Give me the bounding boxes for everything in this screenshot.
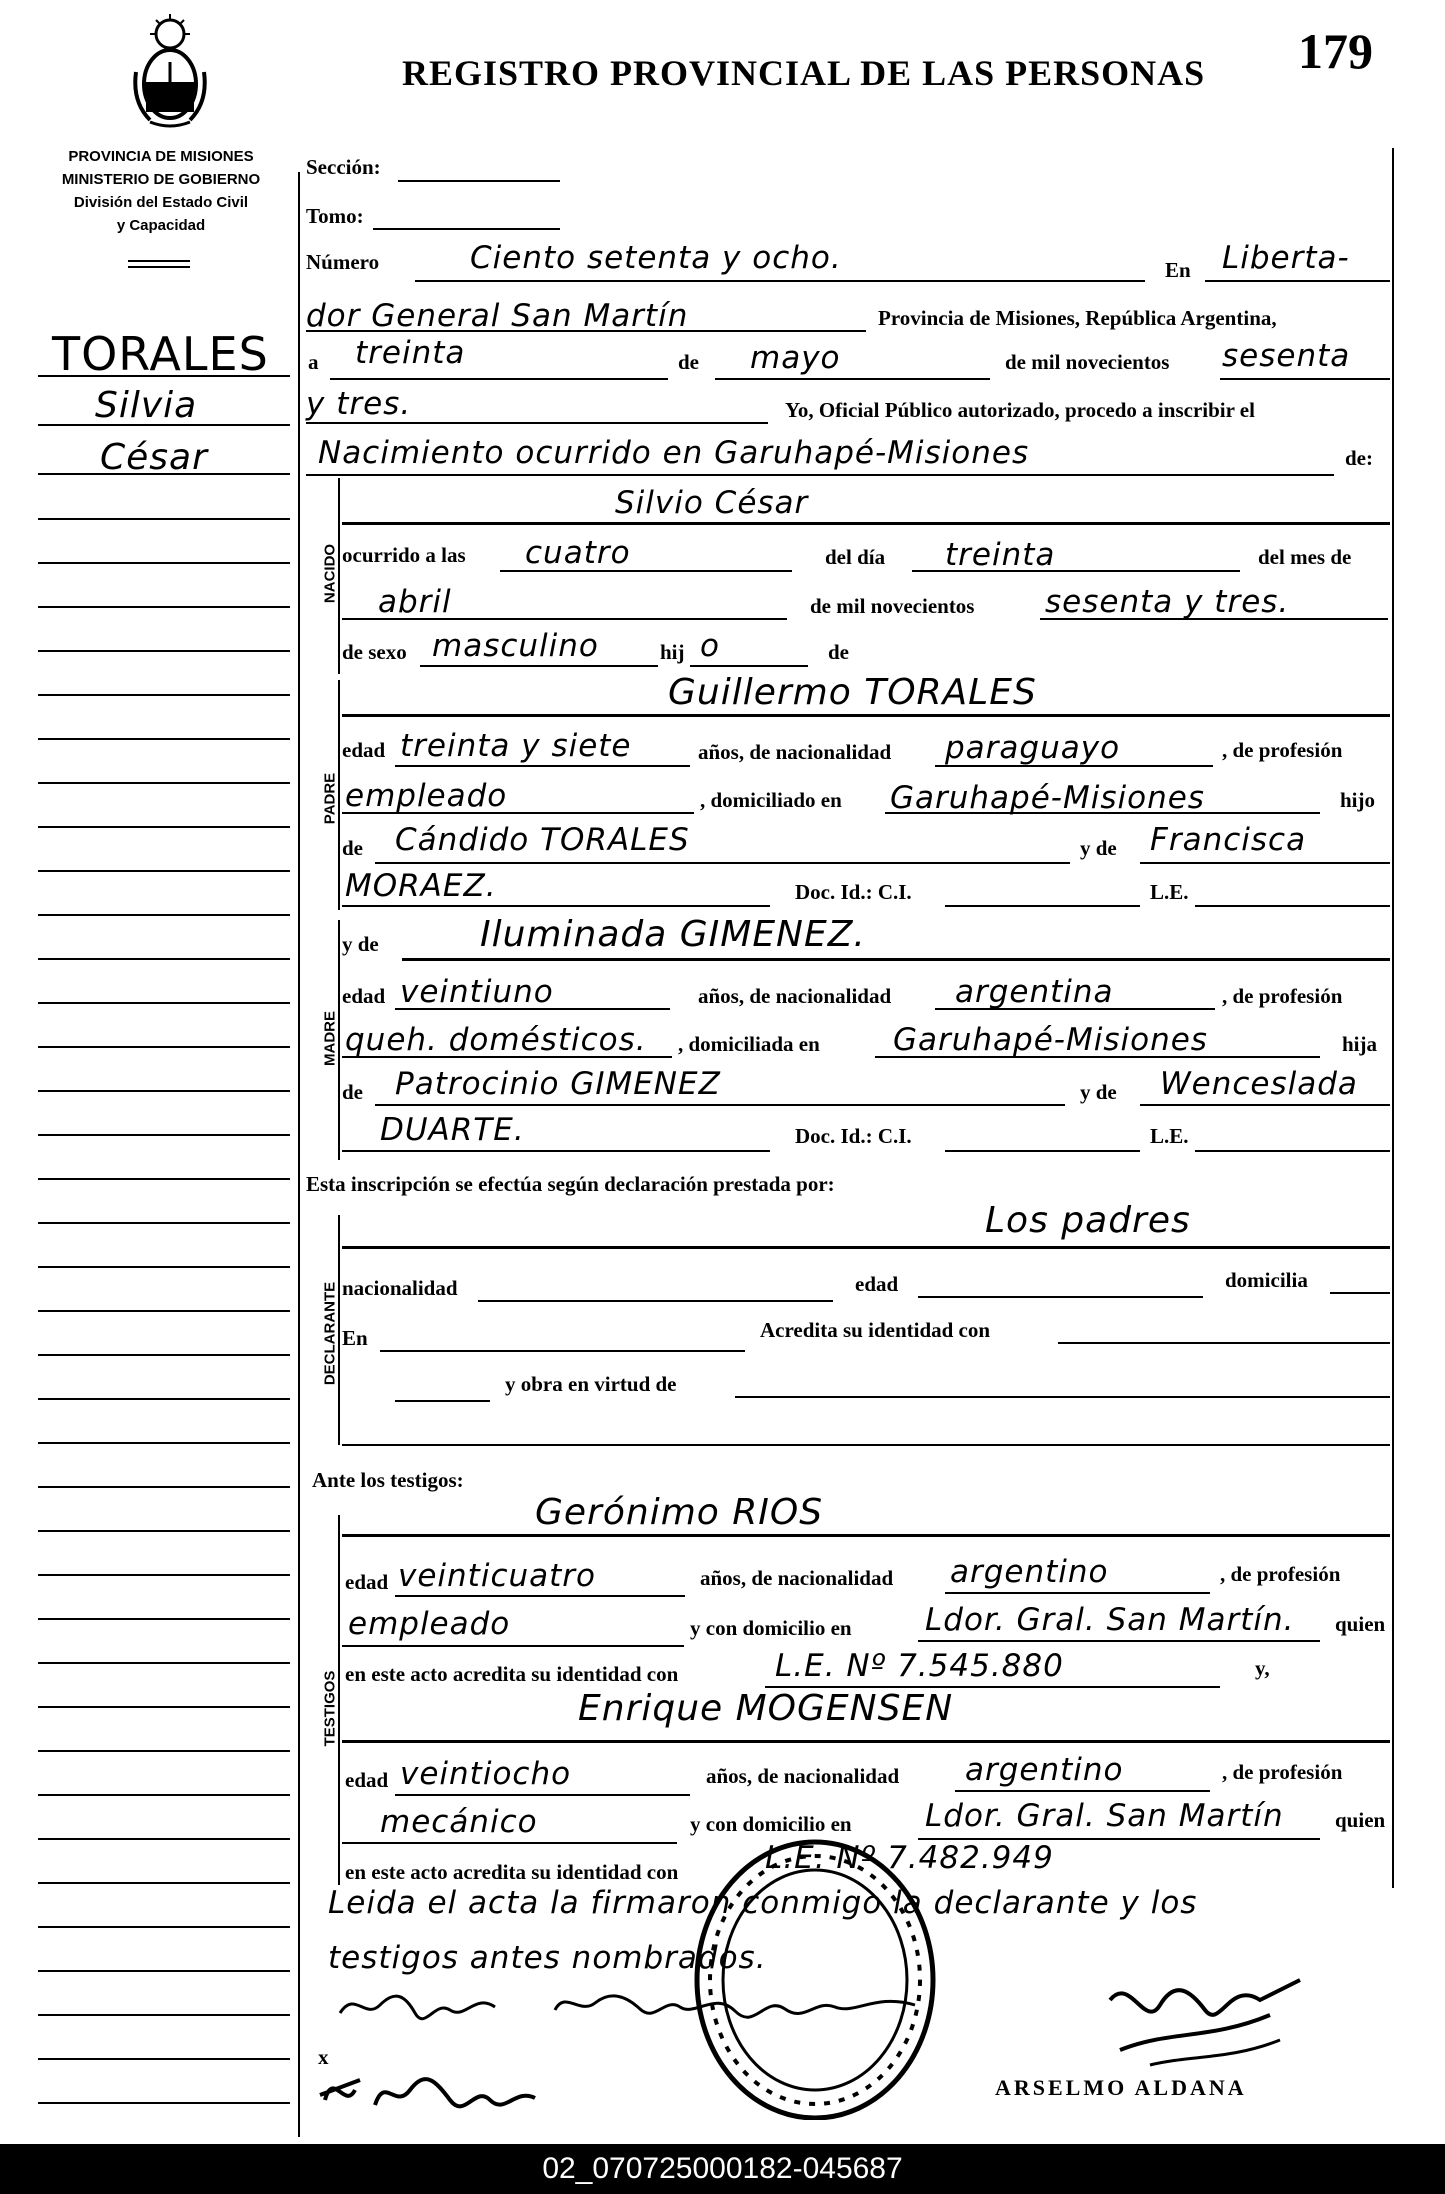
padre-profesion-label: , de profesión [1222,738,1343,762]
madre-le-label: L.E. [1150,1124,1189,1148]
nacido-anio: sesenta y tres. [1045,584,1290,620]
nacido-section-label: NACIDO [321,543,339,604]
ante-testigos-label: Ante los testigos: [312,1468,464,1492]
mes-inscripcion: mayo [750,340,841,376]
declarante-nombre: Los padres [985,1200,1191,1241]
padre-anos-label: años, de nacionalidad [698,740,892,764]
sexo-label: de sexo [342,640,407,664]
testigo1-edad-label: edad [345,1570,389,1594]
issuer-line-ministry: MINISTERIO DE GOBIERNO [61,171,261,188]
testigo2-domicilio: Ldor. Gral. San Martín [925,1798,1284,1834]
testigo2-identidad: L.E. Nº 7.482.949 [765,1840,1054,1876]
madre-profesion: queh. domésticos. [345,1022,647,1058]
del-dia-label: del día [825,545,886,569]
madre-domicilio: Garuhapé-Misiones [893,1022,1208,1058]
nacido-nombre: Silvio César [615,485,809,521]
en-label: En [1165,258,1191,282]
testigo1-quien-label: quien [1335,1612,1386,1636]
padre-padre: Cándido TORALES [395,822,690,858]
del-mes-label: del mes de [1258,545,1352,569]
nacido-dia: treinta [945,537,1056,573]
madre-edad-label: edad [342,984,386,1008]
acto-value: Nacimiento ocurrido en Garuhapé-Misiones [318,435,1030,471]
esta-inscripcion-label: Esta inscripción se efectúa según declaración prestada por: [306,1172,835,1196]
signature-testigo [315,2060,555,2120]
testigo2-edad-label: edad [345,1768,389,1792]
padre-section-label: PADRE [321,772,339,825]
madre-domicilio-label: , domiciliada en [678,1032,820,1056]
madre-profesion-label: , de profesión [1222,984,1343,1008]
testigo1-profesion: empleado [348,1606,511,1642]
padre-le-label: L.E. [1150,880,1189,904]
testigo2-profesion-label: , de profesión [1222,1760,1343,1784]
numero-label: Número [306,250,380,274]
nacido-sexo: masculino [432,628,599,664]
padre-de-label: de [342,836,363,860]
testigo1-profesion-label: , de profesión [1220,1562,1341,1586]
madre-padre: Patrocinio GIMENEZ [395,1066,721,1102]
testigo2-domicilio-label: y con domicilio en [690,1812,852,1836]
madre-nacionalidad: argentina [955,974,1114,1010]
testigo2-acredita-label: en este acto acredita su identidad con [345,1860,679,1884]
padre-edad-label: edad [342,738,386,762]
signature-oficial [1090,1970,1310,2080]
de-colon-label: de: [1345,446,1373,470]
margin-first-name: Silvia [95,385,198,426]
madre-madre-1: Wenceslada [1160,1066,1358,1102]
padre-edad: treinta y siete [400,728,632,764]
de-mil-nov-label: de mil novecientos [810,594,975,618]
issuer-block [30,145,292,237]
signature-padre-madre [335,1985,935,2025]
madre-madre-2: DUARTE. [380,1112,525,1148]
padre-nacionalidad: paraguayo [945,730,1121,766]
declarante-acredita-label: Acredita su identidad con [760,1318,991,1342]
de-label-1: de [678,350,699,374]
page-title: REGISTRO PROVINCIAL DE LAS PERSONAS [402,53,1206,93]
dia-inscripcion: treinta [355,335,466,371]
provincia-label: Provincia de Misiones, República Argentina, [878,306,1277,330]
testigo1-identidad: L.E. Nº 7.545.880 [775,1648,1064,1684]
issuer-line-province: PROVINCIA DE MISIONES [68,148,254,165]
testigo2-nombre: Enrique MOGENSEN [578,1688,954,1729]
testigo2-profesion: mecánico [380,1804,538,1840]
madre-section-label: MADRE [321,1011,339,1066]
testigo1-nacionalidad: argentino [950,1554,1109,1590]
testigo2-quien-label: quien [1335,1808,1386,1832]
padre-doc-label: Doc. Id.: C.I. [795,880,912,904]
testigo1-nombre: Gerónimo RIOS [535,1492,824,1533]
padre-madre-1: Francisca [1150,822,1307,858]
testigo1-anos-label: años, de nacionalidad [700,1566,894,1590]
declarante-section-label: DECLARANTE [321,1281,339,1386]
de-label-2: de [828,640,849,664]
declarante-edad-label: edad [855,1272,899,1296]
declarante-obra-label: y obra en virtud de [505,1372,677,1396]
margin-second-name: César [100,437,208,478]
seccion-label: Sección: [306,155,381,179]
document-id-footer: 02_070725000182-045687 [0,2144,1445,2194]
testigo1-domicilio: Ldor. Gral. San Martín. [925,1602,1295,1638]
yo-label: Yo, Oficial Público autorizado, procedo a inscribir el [785,398,1255,422]
issuer-line-capacity: y Capacidad [116,217,206,234]
testigo1-y-label: y, [1255,1656,1270,1680]
madre-doc-label: Doc. Id.: C.I. [795,1124,912,1148]
declarante-domicilia-label: domicilia [1225,1268,1308,1292]
margin-surname: TORALES [52,327,269,381]
padre-domicilio-label: , domiciliado en [700,788,842,812]
page-number: 179 [1298,23,1373,79]
lugar-value-1: Liberta- [1222,240,1350,276]
issuer-line-division: División del Estado Civil [73,194,249,211]
padre-domicilio: Garuhapé-Misiones [890,780,1205,816]
cierre-linea-1: Leida el acta la firmaron conmigo la declarante y los [328,1885,1198,1921]
madre-anos-label: años, de nacionalidad [698,984,892,1008]
padre-madre-2: MORAEZ. [345,868,497,904]
cierre-linea-2: testigos antes nombrados. [328,1940,767,1976]
testigo1-edad: veinticuatro [398,1558,596,1594]
nacido-hij-suffix: o [700,628,720,664]
oficial-sello-nombre: ARSELMO ALDANA [995,2075,1247,2100]
madre-y-de-label-2: y de [1080,1080,1117,1104]
madre-y-de-label: y de [342,932,379,956]
padre-hijo-label: hijo [1340,788,1376,812]
numero-value: Ciento setenta y ocho. [470,240,842,276]
testigo1-acredita-label: en este acto acredita su identidad con [345,1662,679,1686]
testigo2-edad: veintiocho [400,1756,572,1792]
declarante-nacionalidad-label: nacionalidad [342,1276,458,1300]
nacido-mes: abril [378,584,452,620]
lugar-value-2: dor General San Martín [306,298,689,334]
de-mil-label: de mil novecientos [1005,350,1170,374]
padre-nombre: Guillermo TORALES [668,672,1037,713]
anio-inscripcion-1: sesenta [1222,338,1351,374]
a-label: a [308,350,319,374]
signature-x-mark: x [318,2045,329,2069]
ocurrido-label: ocurrido a las [342,543,466,567]
coat-of-arms-seal [130,12,210,132]
nacido-hora: cuatro [525,535,631,571]
madre-hija-label: hija [1342,1032,1378,1056]
madre-nombre: Iluminada GIMENEZ. [480,914,866,955]
hij-label: hij [660,640,685,664]
anio-inscripcion-2: y tres. [306,386,412,422]
testigos-section-label: TESTIGOS [321,1670,339,1747]
testigo1-domicilio-label: y con domicilio en [690,1616,852,1640]
madre-edad: veintiuno [400,974,554,1010]
padre-profesion: empleado [345,778,508,814]
testigo2-anos-label: años, de nacionalidad [706,1764,900,1788]
declarante-en-label: En [342,1326,368,1350]
madre-de-label: de [342,1080,363,1104]
padre-y-de-label: y de [1080,836,1117,860]
testigo2-nacionalidad: argentino [965,1752,1124,1788]
tomo-label: Tomo: [306,204,364,228]
